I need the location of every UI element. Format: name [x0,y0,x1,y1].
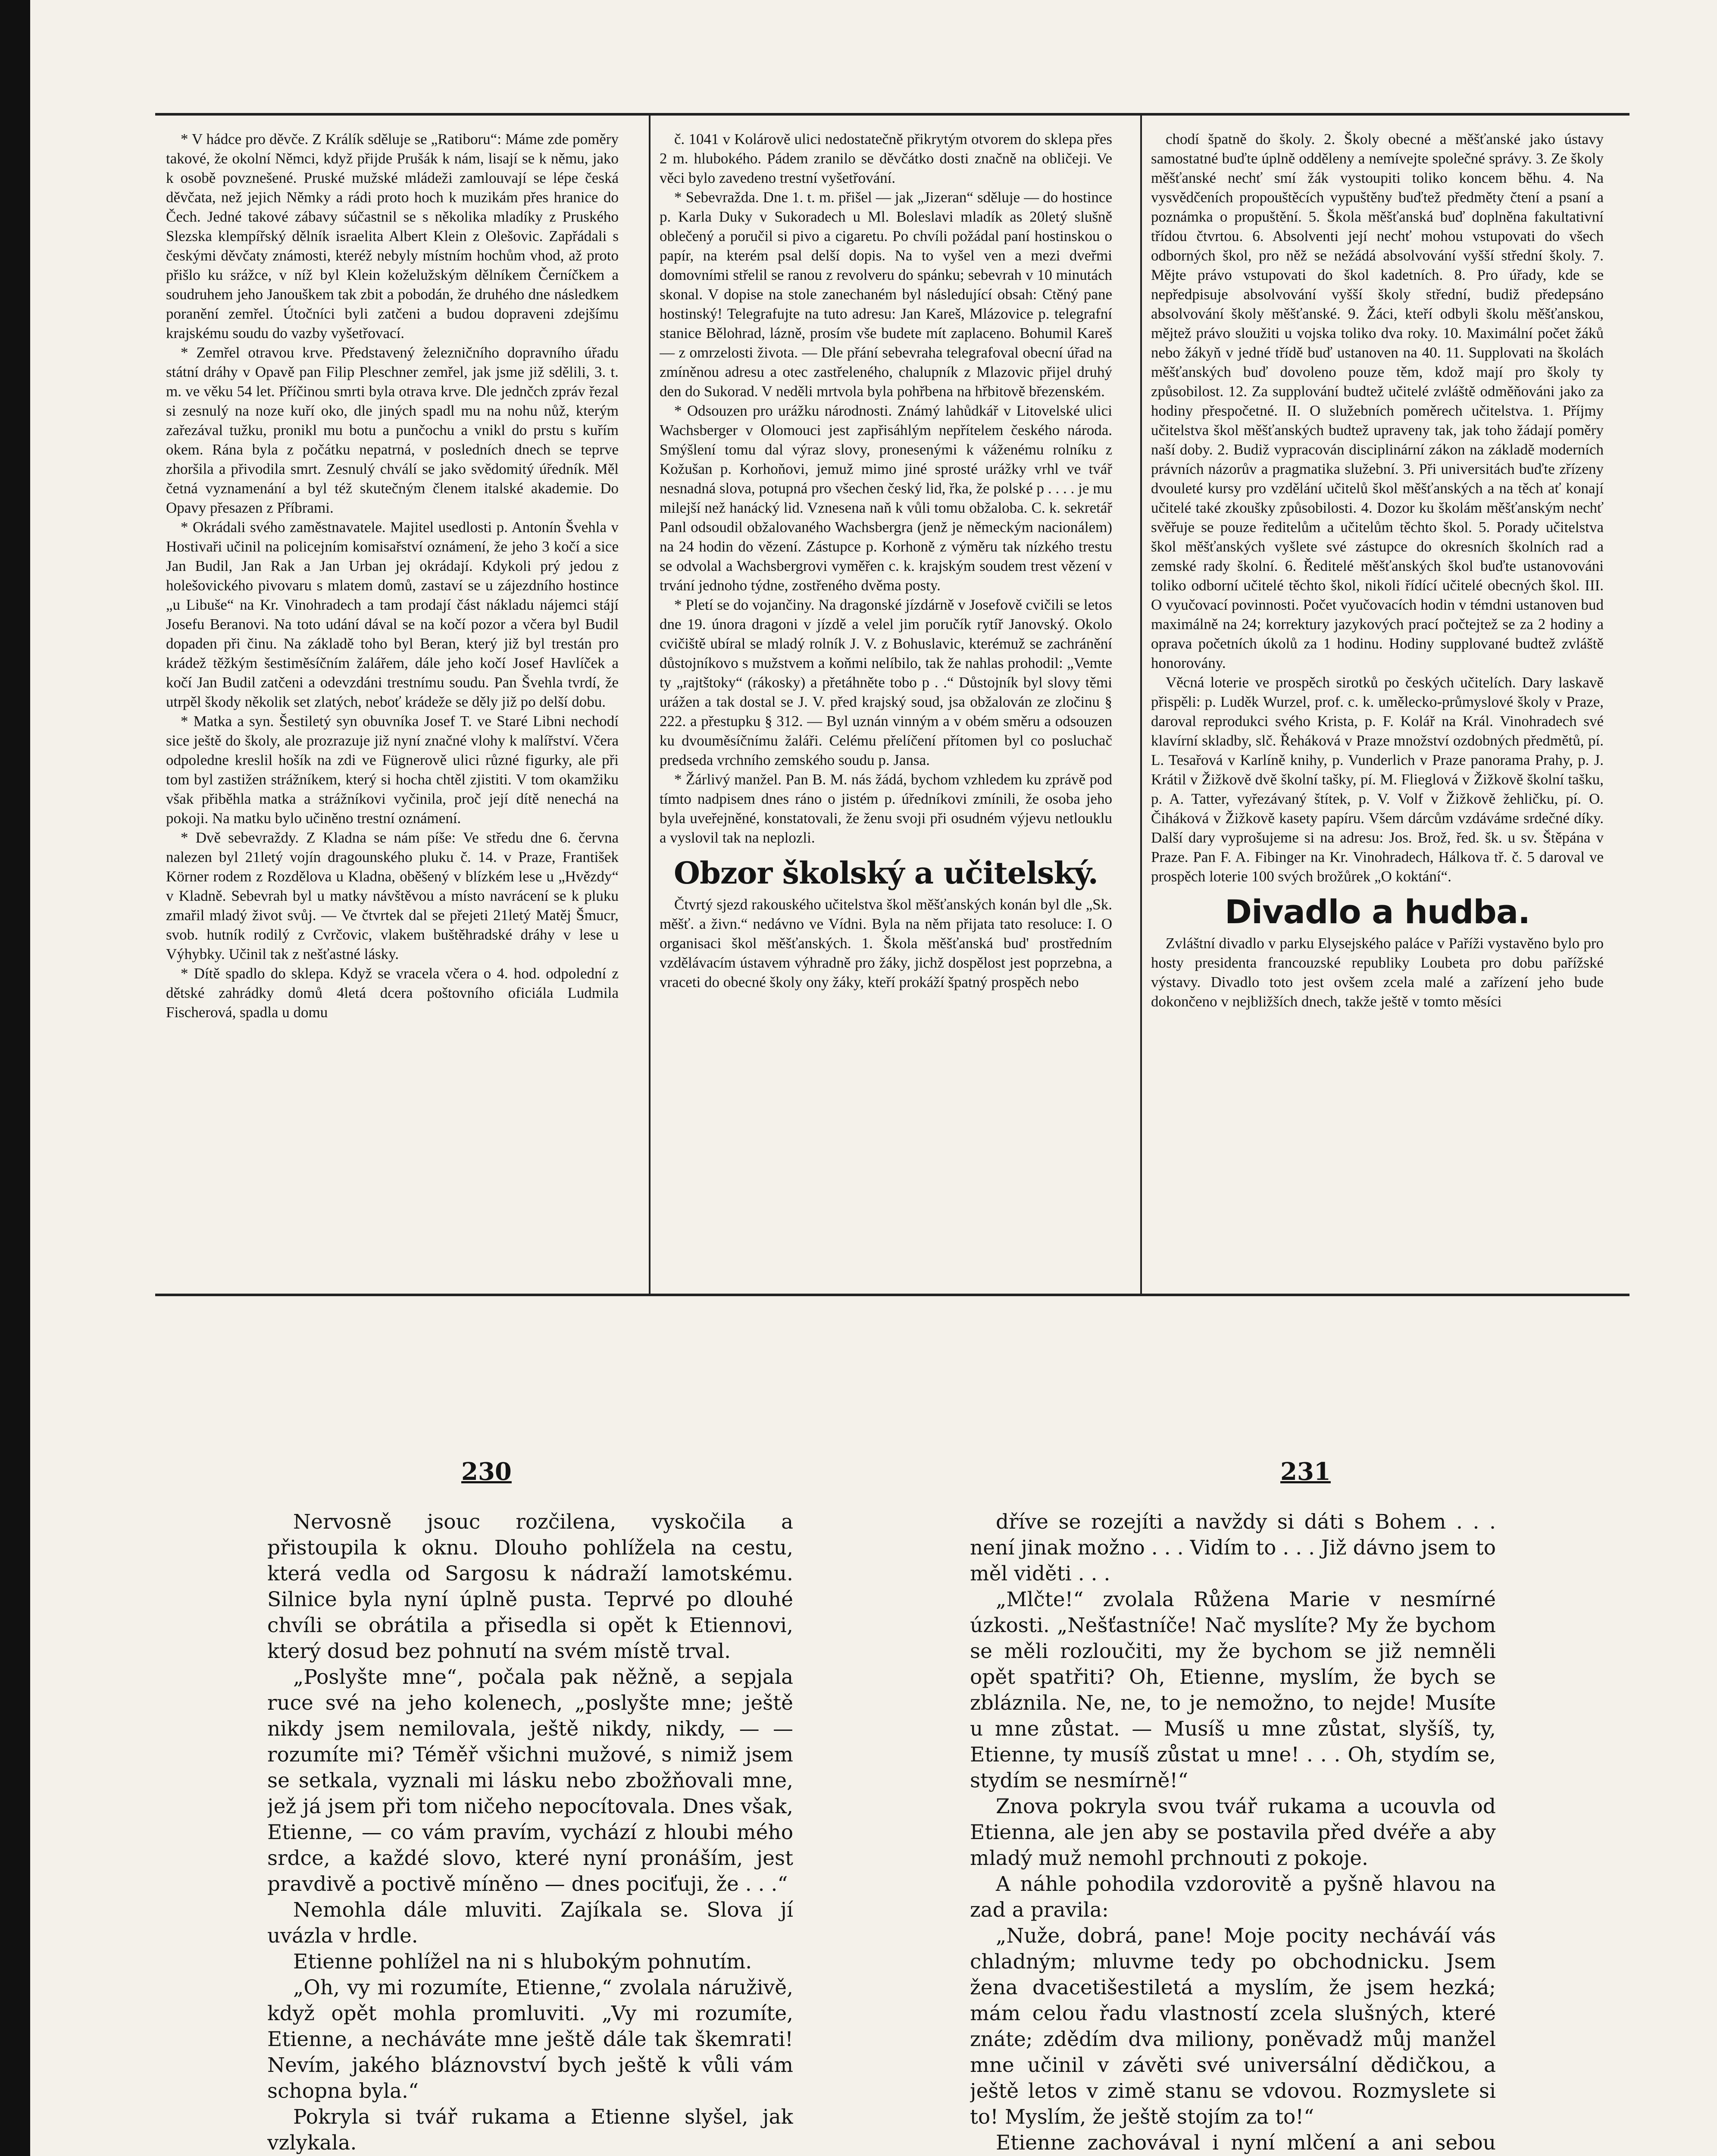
news-column-1 [166,129,619,1285]
column-rule-2 [1140,113,1142,1294]
novel-column-right [970,1509,1496,2156]
news-paragraph: č. 1041 v Kolárově ulici nedostatečně přikrytým otvorem do sklepa přes 2 m. hlubokého. Pádem zranilo se děvčátko dosti značně na obličeji. Ve věci bylo zavedeno trestní vyšetřování. [660,131,1112,186]
news-paragraph: * Okrádali svého zaměstnavatele. Majitel usedlosti p. Antonín Švehla v Hostivaři učinil na policejním komisařství oznámení, že jeho 3 kočí a sice Jan Budil, Jan Rak a Jan Urban jej okrádají. Kdykoli prý jedou z holešovického pivovaru s mlatem domů, zastaví se u zájezdního hostince „u Libuše“ na Kr. Vinohradech a tam prodají část nákladu nájemci stájí Josefu Beranovi. Na toto udání dával se na kočí pozor a včera byl Budil dopaden při činu. Na základě toho byl Beran, který již byl trestán pro krádež těžkým šestiměsíčním žalářem, dále jeho kočí Josef Havlíček a kočí Jan Budil zatčeni a odevzdáni trestnímu soudu. Pan Švehla tvrdí, že utrpěl škody několik set zlatých, neboť krádeže se děly již po delší dobu. [166,519,619,710]
section-heading-theatre: Divadlo a hudba. [1224,893,1530,931]
column-rule-1 [649,113,651,1294]
scan-edge [0,0,30,2156]
novel-paragraph: Pokryla si tvář rukama a Etienne slyšel, jak vzlykala. [267,2105,793,2155]
news-paragraph: * Odsouzen pro urážku národnosti. Známý lahůdkář v Litovelské ulici Wachsberger v Olomouci jest zapřisáhlým nepřítelem českého národa. Smýšlení tomu dal výraz slovy, pronesenými k váženému rolníku z Kožušan p. Korhoňovi, jemuž mimo jiné sprosté urážky vrhl ve tvář nesnadná slova, potupná pro všechen český lid, řka, že polské p . . . . je mu milejší než hanácký lid. Vznesena naň k vůli tomu obžaloba. C. k. sekretář Panl odsoudil obžalovaného Wachsbergra (jenž je německým nacionálem) na 24 hodin do vězení. Zástupce p. Korhoně z výměru tak nízkého trestu se odvolal a Wachsbergrovi vyměřen c. k. krajským soudem trest vězení v trvání jednoho týdne, zostřeného dvěma posty. [660,402,1112,594]
section-heading-school: Obzor školský a učitelský. [674,855,1098,891]
page-number-right: 231 [1280,1457,1331,1486]
news-paragraph: * Žárlivý manžel. Pan B. M. nás žádá, bychom vzhledem ku zprávě pod tímto nadpisem dnes ráno o jistém p. úředníkovi zmínili, že osoba jeho byla uveřejněné, konstatovali, že ženu svoji při osudném výjevu netlouklu a vyslovil tak na neplozli. [660,771,1112,846]
news-paragraph: * Sebevražda. Dne 1. t. m. přišel — jak „Jizeran“ sděluje — do hostince p. Karla Duky v Sukoradech u Ml. Boleslavi mladík as 20letý slušně oblečený a poručil si pivo a cigaretu. Po chvíli požádal paní hostinskou o papír, na kterém psal delší dopis. Na to vyšel ven a mezi dveřmi domovními střelil se ranou z revolveru do spánku; sebevrah v 10 minutách skonal. V dopise na stole zanechaném byl následující obsah: Ctěný pane hostinský! Telegrafujte na tuto adresu: Jan Kareš, Mlázovice p. telegrafní stanice Bělohrad, lázně, prosím vše budete mít zaplaceno. Bohumil Kareš — z omrzelosti života. — Dle přání sebevraha telegrafoval obecní úřad na zmíněnou adresu a otec zastřeleného, chalupník z Mlazovic přijel druhý den do Sukorad. V neděli mrtvola byla pohřbena na hřbitově březenském. [660,189,1112,400]
novel-column-left [267,1509,793,2156]
novel-paragraph: „Nuže, dobrá, pane! Moje pocity necháváí vás chladným; mluvme tedy po obchodnicku. Jsem žena dvacetišestiletá a myslím, že jsem hezká; mám celou řadu vlastností zcela slušných, které znáte; zdědím dva miliony, poněvadž můj manžel mne učinil v závěti své universální dědičkou, a ještě letos v zimě stanu se vdovou. Rozmyslete si to! Myslím, že ještě stojím za to!“ [970,1924,1496,2129]
news-paragraph: * Dvě sebevraždy. Z Kladna se nám píše: Ve středu dne 6. června nalezen byl 21letý vojín dragounského pluku č. 14. v Praze, František Körner rodem z Rozdělova u Kladna, oběšený v blízkém lese u „Hvězdy“ v Kladně. Sebevrah byl u matky návštěvou a místo navrácení se k pluku zmařil mladý život svůj. — Ve čtvrtek dal se přejeti 21letý Matěj Šmucr, svob. hutník rodilý z Cvrčovic, vlakem buštěhradské dráhy v lese u Výhybky. Učinil tak z nešťastné lásky. [166,829,619,962]
bottom-rule [155,1294,1629,1296]
novel-paragraph: A náhle pohodila vzdorovitě a pyšně hlavou na zad a pravila: [970,1872,1496,1922]
news-paragraph: Věcná loterie ve prospěch sirotků po českých učitelích. Dary laskavě přispěli: p. Luděk Wurzel, prof. c. k. umělecko-průmyslové školy v Praze, daroval reprodukci svého Krista, p. F. Kolář na Král. Vinohradech své klavírní skladby, slč. Řeháková v Praze množství ozdobných předmětů, pí. L. Tesařová v Karlíně knihy, p. Vunderlich v Praze panorama Prahy, p. J. Krátil v Žižkově dvě školní tašky, pí. M. Flieglová v Žižkově školní tašku, p. A. Tatter, vyřezávaný štítek, p. V. Volf v Žižkově žehličku, pí. O. Čiháková v Žižkově kasety papíru. Všem dárcům vzdáváme srdečné díky. Další dary vyprošujeme si na adresu: Jos. Brož, řed. šk. u sv. Štěpána v Praze. Pan F. A. Fibinger na Kr. Vinohradech, Hálkova tř. č. 5 daroval ve prospěch loterie 100 svých brožůrek „O koktání“. [1151,674,1604,885]
top-rule [155,113,1629,116]
novel-paragraph: Etienne zachovával i nyní mlčení a ani sebou [996,2131,1496,2155]
news-paragraph: * Pletí se do vojančiny. Na dragonské jízdárně v Josefově cvičili se letos dne 19. února dragoni v jízdě a velel jim poručík rytíř Janovský. Okolo cvičiště ubíral se mladý rolník J. V. z Bohuslavic, kterémuž se zachránění důstojníkovo s mužstvem a koňmi nelíbilo, tak že nahlas prohodil: „Vemte ty „rajtštoky“ (rákosky) a přetáhněte tobo p . .“ Důstojník byl slovy těmi urážen a tak dostal se J. V. před krajský soud, jsa obžalován ze zločinu § 222. a přestupku § 312. — Byl uznán vinným a v obém směru a odsouzen ku dvouměsíčnímu žaláři. Celému přelíčení přítomen byl co posluchač predseda vrchního zemského soudu p. Jansa. [660,596,1112,768]
novel-paragraph: „Poslyšte mne“, počala pak něžně, a sepjala ruce své na jeho kolenech, „poslyšte mne; ještě nikdy jsem nemilovala, ještě nikdy, nikdy, — — rozumíte mi? Téměř všichni mužové, s nimiž jsem se setkala, vyznali mi lásku nebo zbožňovali mne, jež já jsem při tom ničeho nepocítovala. Dnes však, Etienne, — co vám pravím, vychází z hloubi mého srdce, a každé slovo, které nyní pronáším, jest pravdivě a poctivě míněno — dnes pociťuji, že . . .“ [267,1665,793,1896]
news-column-2 [660,129,1112,1285]
news-paragraph: * Matka a syn. Šestiletý syn obuvníka Josef T. ve Staré Libni nechodí sice ještě do školy, ale prozrazuje již nyní značné vlohy k malířství. Včera odpoledne kreslil hošík na zdi ve Fügnerově ulici různé figurky, ale při tom byl zastižen strážníkem, který si hocha chtěl zjistiti. V tom okamžiku však přiběhla matka a strážníkovi vyčinila, proč její dítě nenechá na pokoji. Na matku bylo učiněno trestní oznámení. [166,713,619,827]
novel-paragraph: Nemohla dále mluviti. Zajíkala se. Slova jí uvázla v hrdle. [267,1898,793,1948]
novel-paragraph: dříve se rozejíti a navždy si dáti s Bohem . . . není jinak možno . . . Vidím to . . . Již dávno jsem to měl viděti . . . [970,1510,1496,1586]
novel-paragraph: „Mlčte!“ zvolala Růžena Marie v nesmírné úzkosti. „Nešťastníče! Nač myslíte? My že bychom se měli rozloučiti, my že bychom se již nemněli opět spatřiti? Oh, Etienne, myslím, že bych se zbláznila. Ne, ne, to je nemožno, to nejde! Musíte u mne zůstat. — Musíš u mne zůstat, slyšíš, ty, Etienne, ty musíš zůstat u mne! . . . Oh, stydím se, stydím se nesmírně!“ [970,1588,1496,1792]
novel-paragraph: „Oh, vy mi rozumíte, Etienne,“ zvolala náruživě, když opět mohla promluviti. „Vy mi rozumíte, Etienne, a necháváte mne ještě dále tak škemrati! Nevím, jakého bláznovství bych ještě k vůli vám schopna byla.“ [267,1976,793,2103]
news-column-3 [1151,129,1604,1285]
novel-paragraph: Etienne pohlížel na ni s hlubokým pohnutím. [293,1950,752,1974]
news-paragraph: * V hádce pro děvče. Z Králík sděluje se „Ratiboru“: Máme zde poměry takové, že okolní Němci, když přijde Prušák k nám, lisají se k němu, jako k osobě povznešené. Pruské mužské mládeži zamlouvají se lépe česká děvčata, než jejich Němky a rádi proto hoch k muzikám přes hranice do Čech. Jedné takové zábavy súčastnil se s několika mladíky z Pruského Slezska klempířský dělník israelita Albert Klein z Olešovic. Zapřádali s českými děvčaty známosti, kteréž nebyly místním hochům vhod, až proto přišlo ku srážce, v níž byl Klein koželužským dělníkem Černíčkem a soudruhem jeho Janouškem tak zbit a pobodán, že druhého dne následkem poranění zemřel. Útočníci byli zatčeni a budou dopraveni zdejšímu krajskému soudu do vazby vyšetřovací. [166,131,619,342]
news-paragraph: chodí špatně do školy. 2. Školy obecné a měšťanské jako ústavy samostatné buďte úplně odděleny a nemívejte společné správy. 3. Ze školy měšťanské nechť smí žák vystoupiti toliko koncem běhu. 4. Na vysvědčeních propouštěcích vypuštěny buďtež předměty čtení a psaní a poznámka o propuštění. 5. Škola měšťanská buď doplněna fakultativní třídou čtvrtou. 6. Absolventi její nechť mohou vstupovati do všech odborných škol, pro něž se nežádá absolvování vyšší střední školy. 7. Mějte právo vstupovati do škol kadetních. 8. Pro úřady, kde se nepředpisuje absolvování vyšší školy střední, budiž předepsáno absolvování školy měšťanské. 9. Žáci, kteří odbyli školu měšťanskou, mějtež právo sloužiti u vojska toliko dva roky. 10. Maximální počet žáků nebo žákyň v jedné třídě buď ustanoven na 40. 11. Supplovati na školách měšťanských buď dovoleno pouze těm, kdož mají pro školy ty způsobilost. 12. Za supplování budtež učitelé zvláště odměňováni jako za hodiny přespočetné. II. O služebních poměrech učitelstva. 1. Příjmy učitelstva škol měšťanských budtež upraveny tak, jak toho žádají poměry naší doby. 2. Budiž vypracován disciplinární zákon na základě moderních právních názorův a pragmatika služební. 3. Při universitách buďte zřízeny dvouleté kursy pro vzdělání učitelů škol měšťanských a na těch ať konají učitelé také zkoušky způsobilosti. 4. Dozor ku školám měšťanským nechť svěřuje se pouze ředitelům a učitelům těchto škol. 5. Porady učitelstva škol měšťanských vyšlete své zástupce do okresních školních rad a zemské rady školní. 6. Ředitelé měšťanských škol buďte ustanovováni toliko odborní učitelé těchto škol, nikoli řídící učitelé obecných škol. III. O vyučovací povinnosti. Počet vyučovacích hodin v témdni ustanoven bud maximálně na 24; korrektury jazykových prací počtejtež se za 2 hodiny a oprava početních úkolů za 1 hodinu. Hodiny supplované budtež zvláště honorovány. [1151,131,1604,671]
news-paragraph: * Dítě spadlo do sklepa. Když se vracela včera o 4. hod. odpolední z dětské zahrádky domů 4letá dcera poštovního oficiála Ludmila Fischerová, spadla u domu [166,965,619,1021]
novel-paragraph: Nervosně jsouc rozčilena, vyskočila a přistoupila k oknu. Dlouho pohlížela na cestu, která vedla od Sargosu k nádraží lamotskému. Silnice byla nyní úplně pusta. Teprvé po dlouhé chvíli se obrátila a přisedla si opět k Etiennovi, který dosud bez pohnutí na svém místě trval. [267,1510,793,1663]
news-paragraph: Zvláštní divadlo v parku Elysejského paláce v Paříži vystavěno bylo pro hosty presidenta francouzské republiky Loubeta pro dobu pařížské výstavy. Divadlo toto jest ovšem zcela malé a zařízení jeho bude dokončeno v nejbližších dnech, takže ještě v tomto měsíci [1151,935,1604,1010]
novel-paragraph: Znova pokryla svou tvář rukama a ucouvla od Etienna, ale jen aby se postavila před dvéře a aby mladý muž nemohl prchnouti z pokoje. [970,1795,1496,1870]
news-paragraph: * Zemřel otravou krve. Představený železničního dopravního úřadu státní dráhy v Opavě pan Filip Pleschner zemřel, jak jsme již sdělili, 3. t. m. ve věku 54 let. Příčinou smrti byla otrava krve. Dle jednčch zpráv řezal si zesnulý na noze kuří oko, dle jiných spadl mu na nohu nůž, kterým zařezával tužku, pronikl mu botu a punčochu a vnikl do prstu s kuřím okem. Rána byla z počátku nepatrná, v posledních dnech se teprve zhoršila a přivodila smrt. Zesnulý chválí se jako svědomitý úředník. Měl četná vyznamenání a byl též skutečným členem italské akademie. Do Opavy přesazen z Příbrami. [166,344,619,516]
page-number-left: 230 [461,1457,512,1486]
news-paragraph: Čtvrtý sjezd rakouského učitelstva škol měšťanských konán byl dle „Sk. měšť. a živn.“ nedávno ve Vídni. Byla na něm přijata tato resoluce: I. O organisaci škol měšťanských. 1. Škola měšťanská bud' prostředním vzdělávacím ústavem výhradně pro žáky, jichž dospělost jest poprzebna, a vraceti do obecné školy ony žáky, kteří prokáží špatný prospěch nebo [660,896,1112,990]
